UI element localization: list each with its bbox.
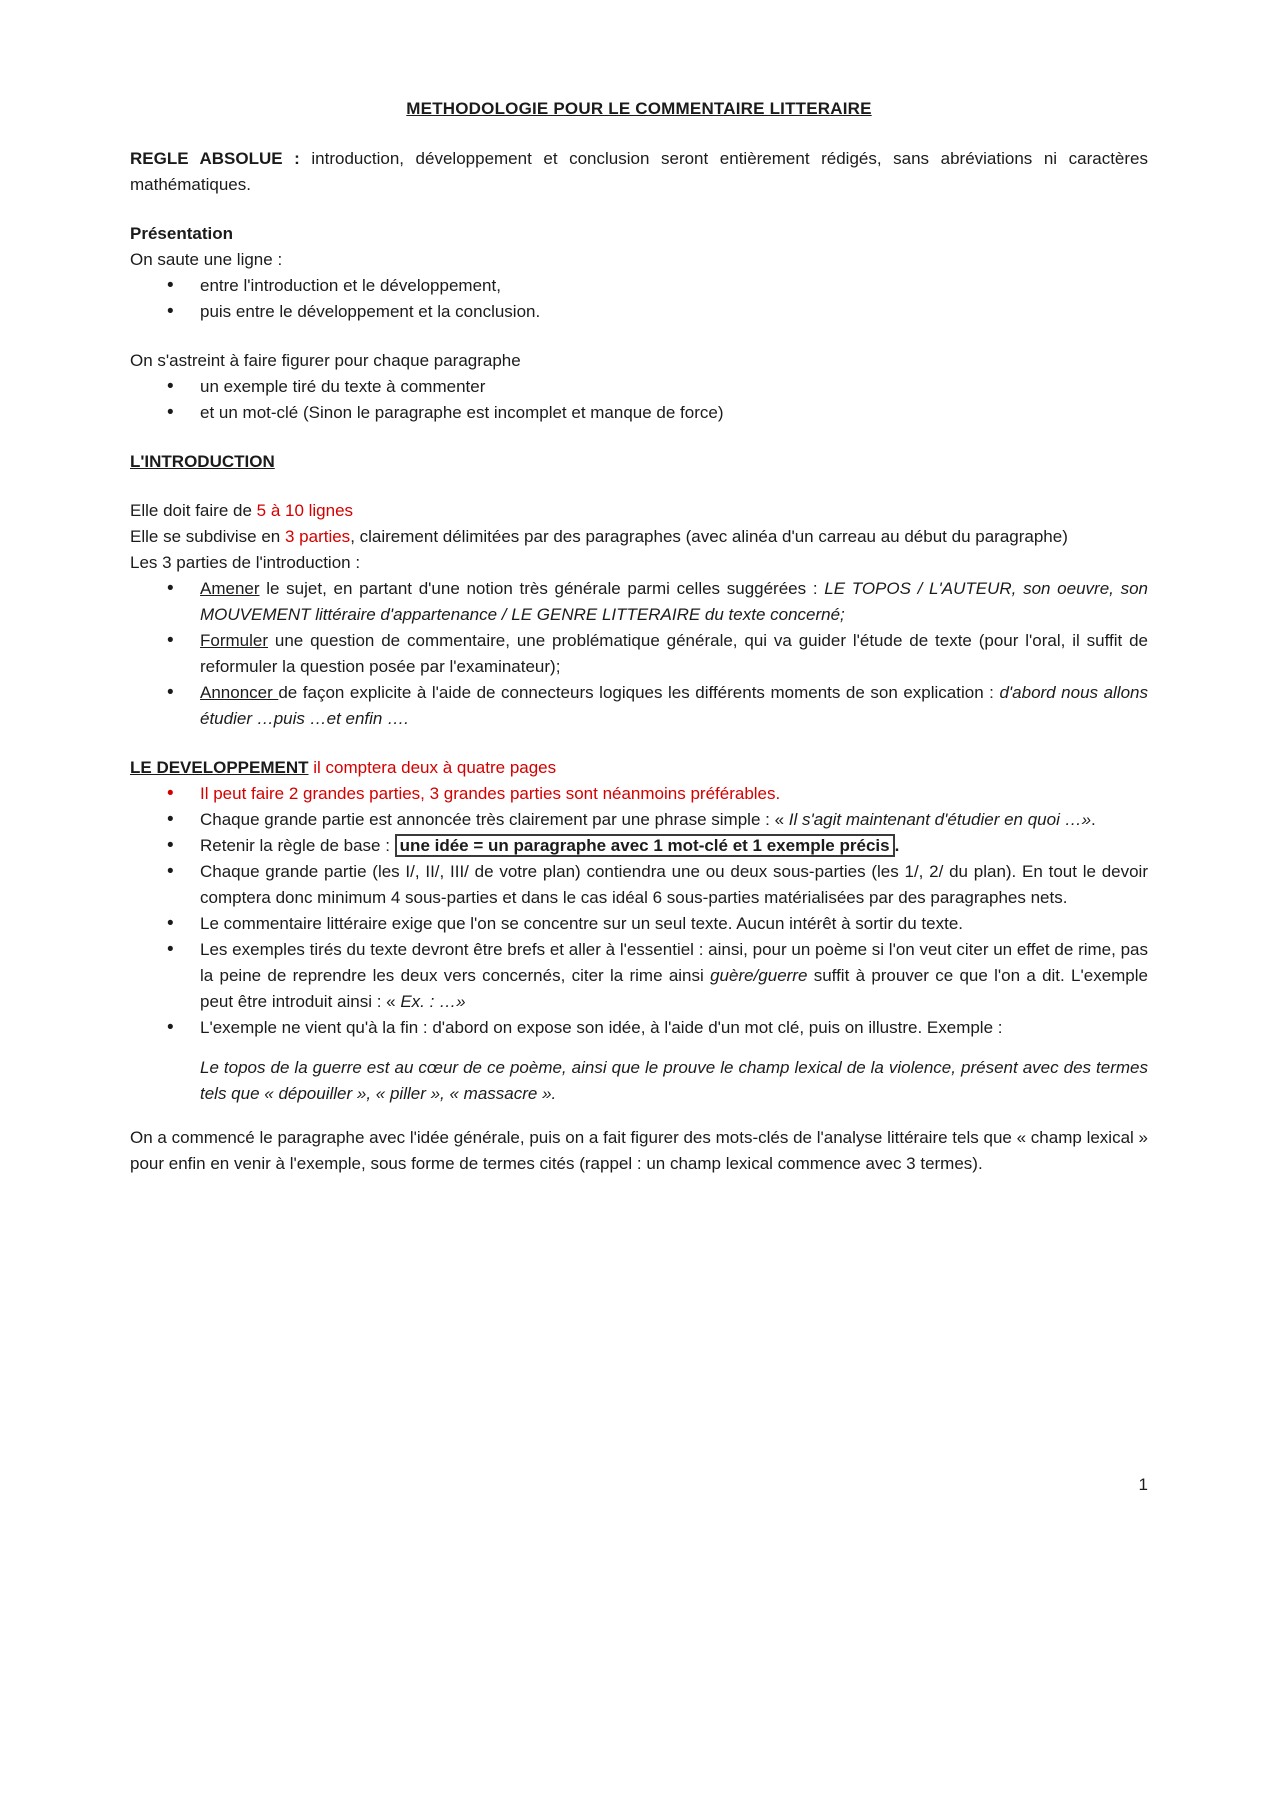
text-segment: Les 3 parties de l'introduction : [130, 553, 361, 572]
page-number: 1 [1138, 1475, 1148, 1494]
introduction-bullets [130, 576, 1148, 732]
astreint-line: On s'astreint à faire figurer pour chaque paragraphe [130, 351, 521, 370]
text-segment: une idée = un paragraphe avec 1 mot-clé et 1 exemple précis [395, 834, 895, 857]
text-segment: une question de commentaire, une problématique générale, qui va guider l'étude de texte (pour l'oral, il suffit de reformuler la question posée par l'examinateur); [200, 631, 1148, 676]
text-segment: Le topos de la guerre est au cœur de ce poème, ainsi que le prouve le champ lexical de la violence, présent avec des termes tels que « dépouiller », « piller », « massacre ». [200, 1058, 1148, 1103]
text-segment: le sujet, en partant d'une notion très générale parmi celles suggérées : [259, 579, 825, 598]
text-segment: il comptera deux à quatre pages [313, 758, 557, 777]
text-segment: suffit à prouver ce que l'on a dit. L'exemple peut être introduit ainsi : « [200, 966, 1148, 1011]
bullet-item [130, 937, 1148, 1015]
text-segment: . [1091, 810, 1096, 829]
text-segment: , clairement délimitées par des paragraphes (avec alinéa d'un carreau au début du paragraphe) [350, 527, 1068, 546]
saute-ligne-line: On saute une ligne : [130, 250, 283, 269]
introduction-section [130, 498, 1148, 732]
text-segment: Ex. : …» [400, 992, 466, 1011]
bullet-item [130, 628, 1148, 680]
text-segment: de façon explicite à l'aide de connecteurs logiques les différents moments de son explication : [278, 683, 1000, 702]
text-segment: puis entre le développement et la conclusion. [200, 302, 541, 321]
introduction-line-3 [130, 550, 1148, 576]
text-segment: Amener [200, 579, 260, 598]
document-title: METHODOLOGIE POUR LE COMMENTAIRE LITTERAIRE [406, 99, 872, 118]
bullet-item [130, 299, 1148, 325]
text-segment: un exemple tiré du texte à commenter [200, 377, 486, 396]
bullet-item [130, 400, 1148, 426]
text-segment: 3 parties [284, 527, 351, 546]
text-segment: et un mot-clé (Sinon le paragraphe est incomplet et manque de force) [200, 403, 724, 422]
text-segment: Chaque grande partie (les I/, II/, III/ de votre plan) contiendra une ou deux sous-parties (les 1/, 2/ du plan). En tout le devoir comptera donc minimum 4 sous-parties et dans le cas idéal 6 sous-parties matérialisées par des paragraphes nets. [200, 862, 1148, 907]
text-segment: Le commentaire littéraire exige que l'on se concentre sur un seul texte. Aucun intérêt à sortir du texte. [200, 914, 963, 933]
text-segment: Retenir la règle de base : [200, 836, 395, 855]
text-segment: L'exemple ne vient qu'à la fin : d'abord on expose son idée, à l'aide d'un mot clé, puis on illustre. Exemple : [200, 1018, 1003, 1037]
example-paragraph [200, 1055, 1148, 1107]
text-segment: . [894, 836, 900, 855]
developpement-bullets [130, 781, 1148, 1041]
text-segment: Il peut faire 2 grandes parties, 3 grandes parties sont néanmoins préférables. [200, 784, 781, 803]
text-segment: 5 à 10 lignes [256, 501, 354, 520]
text-segment: entre l'introduction et le développement, [200, 276, 501, 295]
presentation-section [130, 221, 1148, 325]
text-segment: LE DEVELOPPEMENT [130, 758, 309, 777]
text-segment: LE TOPOS / L'AUTEUR, son oeuvre, son MOUVEMENT littéraire d'appartenance / LE GENRE LITTERAIRE du texte concerné; [200, 579, 1148, 624]
bullet-item [130, 576, 1148, 628]
presentation-heading: Présentation [130, 224, 233, 243]
bullet-item [130, 273, 1148, 299]
bullet-item [130, 807, 1148, 833]
closing-paragraph [130, 1125, 1148, 1177]
developpement-heading [130, 755, 1148, 781]
regle-absolue-paragraph [130, 146, 1148, 198]
bullet-item [130, 859, 1148, 911]
introduction-line-2 [130, 524, 1148, 550]
saute-ligne-bullets [130, 273, 1148, 325]
bullet-item [130, 680, 1148, 732]
bullet-item [130, 911, 1148, 937]
bullet-item [130, 833, 1148, 859]
introduction-heading: L'INTRODUCTION [130, 452, 275, 471]
text-segment: Les exemples tirés du texte devront être brefs et aller à l'essentiel : ainsi, pour un poème si l'on veut citer un effet de rime, pas la peine de reprendre les deux vers concernés, citer la rime ainsi [200, 940, 1148, 985]
text-segment: Elle doit faire de [130, 501, 257, 520]
text-segment: Annoncer [200, 683, 279, 702]
text-segment: Formuler [200, 631, 269, 650]
text-segment: guère/guerre [710, 966, 808, 985]
text-segment: Elle se subdivise en [130, 527, 285, 546]
bullet-item [130, 781, 1148, 807]
introduction-line-1 [130, 498, 1148, 524]
text-segment: REGLE ABSOLUE : [130, 149, 312, 168]
astreint-group [130, 348, 1148, 426]
text-segment: d'abord nous allons étudier …puis …et enfin …. [200, 683, 1148, 728]
text-segment: Chaque grande partie est annoncée très clairement par une phrase simple : « [200, 810, 789, 829]
text-segment: On a commencé le paragraphe avec l'idée générale, puis on a fait figurer des mots-clés de l'analyse littéraire tels que « champ lexical » pour enfin en venir à l'exemple, sous forme de termes cités (rappel : un champ lexical commence avec 3 termes). [130, 1128, 1148, 1173]
text-segment: introduction, développement et conclusion seront entièrement rédigés, sans abréviations ni caractères mathématiques. [130, 149, 1148, 194]
astreint-bullets [130, 374, 1148, 426]
bullet-item [130, 374, 1148, 400]
bullet-item [130, 1015, 1148, 1041]
text-segment: Il s'agit maintenant d'étudier en quoi …» [788, 810, 1092, 829]
